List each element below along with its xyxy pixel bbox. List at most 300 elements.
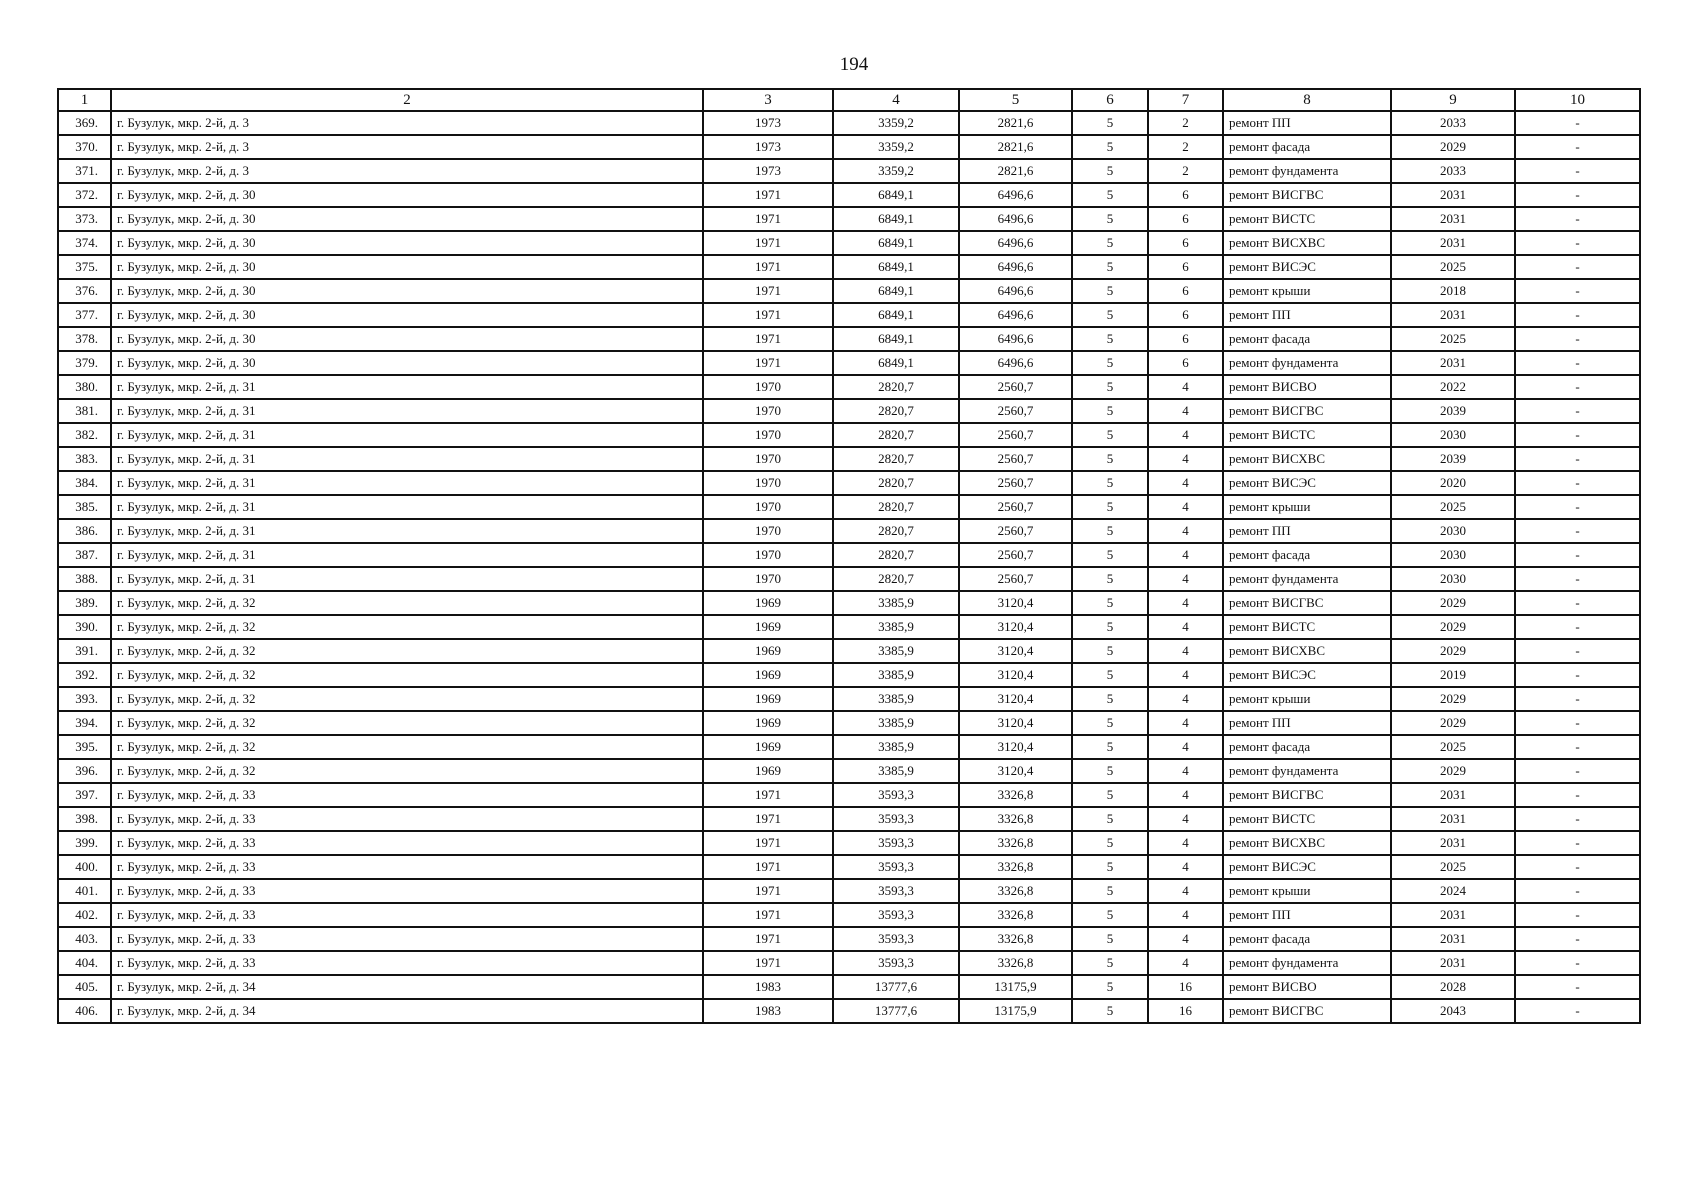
cell-floors: 5 <box>1072 783 1148 807</box>
cell-living-area: 3326,8 <box>959 951 1072 975</box>
cell-year-built: 1969 <box>703 639 833 663</box>
cell-floors: 5 <box>1072 663 1148 687</box>
cell-address: г. Бузулук, мкр. 2-й, д. 31 <box>111 471 703 495</box>
cell-work-type: ремонт фасада <box>1223 135 1391 159</box>
cell-note: - <box>1515 783 1640 807</box>
cell-year-built: 1970 <box>703 447 833 471</box>
cell-year-built: 1971 <box>703 927 833 951</box>
cell-row-number: 387. <box>58 543 111 567</box>
cell-year-built: 1970 <box>703 567 833 591</box>
cell-total-area: 6849,1 <box>833 255 959 279</box>
cell-note: - <box>1515 879 1640 903</box>
cell-work-type: ремонт ПП <box>1223 303 1391 327</box>
table-row <box>58 783 1640 807</box>
cell-total-area: 3593,3 <box>833 903 959 927</box>
cell-work-type: ремонт крыши <box>1223 495 1391 519</box>
table-row <box>58 111 1640 135</box>
cell-living-area: 3120,4 <box>959 639 1072 663</box>
table-row <box>58 159 1640 183</box>
cell-note: - <box>1515 807 1640 831</box>
cell-address: г. Бузулук, мкр. 2-й, д. 30 <box>111 207 703 231</box>
cell-entrances: 4 <box>1148 447 1223 471</box>
column-header-6: 6 <box>1072 89 1148 111</box>
cell-floors: 5 <box>1072 591 1148 615</box>
cell-entrances: 4 <box>1148 423 1223 447</box>
cell-entrances: 4 <box>1148 495 1223 519</box>
table-row <box>58 663 1640 687</box>
cell-year-built: 1973 <box>703 159 833 183</box>
cell-living-area: 6496,6 <box>959 231 1072 255</box>
cell-row-number: 378. <box>58 327 111 351</box>
cell-entrances: 4 <box>1148 783 1223 807</box>
cell-planned-year: 2031 <box>1391 351 1515 375</box>
cell-row-number: 400. <box>58 855 111 879</box>
cell-work-type: ремонт фасада <box>1223 927 1391 951</box>
cell-planned-year: 2029 <box>1391 711 1515 735</box>
cell-row-number: 383. <box>58 447 111 471</box>
cell-entrances: 4 <box>1148 615 1223 639</box>
cell-work-type: ремонт ВИСВО <box>1223 375 1391 399</box>
table-row <box>58 135 1640 159</box>
cell-planned-year: 2033 <box>1391 111 1515 135</box>
cell-planned-year: 2031 <box>1391 207 1515 231</box>
page-number: 194 <box>839 54 869 75</box>
cell-note: - <box>1515 447 1640 471</box>
table-row <box>58 351 1640 375</box>
cell-total-area: 3385,9 <box>833 663 959 687</box>
cell-total-area: 3385,9 <box>833 639 959 663</box>
cell-work-type: ремонт ВИСХВС <box>1223 639 1391 663</box>
cell-row-number: 391. <box>58 639 111 663</box>
cell-work-type: ремонт фундамента <box>1223 351 1391 375</box>
cell-work-type: ремонт фундамента <box>1223 759 1391 783</box>
table-row <box>58 447 1640 471</box>
cell-living-area: 2560,7 <box>959 471 1072 495</box>
cell-total-area: 3593,3 <box>833 951 959 975</box>
cell-year-built: 1970 <box>703 423 833 447</box>
table-row <box>58 639 1640 663</box>
cell-planned-year: 2018 <box>1391 279 1515 303</box>
cell-planned-year: 2030 <box>1391 519 1515 543</box>
column-header-3: 3 <box>703 89 833 111</box>
cell-work-type: ремонт ВИСХВС <box>1223 231 1391 255</box>
cell-total-area: 2820,7 <box>833 519 959 543</box>
cell-row-number: 395. <box>58 735 111 759</box>
cell-entrances: 4 <box>1148 567 1223 591</box>
cell-address: г. Бузулук, мкр. 2-й, д. 33 <box>111 783 703 807</box>
cell-address: г. Бузулук, мкр. 2-й, д. 3 <box>111 111 703 135</box>
cell-planned-year: 2039 <box>1391 447 1515 471</box>
table-row <box>58 879 1640 903</box>
cell-planned-year: 2039 <box>1391 399 1515 423</box>
cell-entrances: 6 <box>1148 255 1223 279</box>
cell-total-area: 6849,1 <box>833 207 959 231</box>
cell-planned-year: 2031 <box>1391 783 1515 807</box>
cell-living-area: 3326,8 <box>959 879 1072 903</box>
cell-note: - <box>1515 615 1640 639</box>
cell-work-type: ремонт ВИСЭС <box>1223 855 1391 879</box>
cell-year-built: 1971 <box>703 303 833 327</box>
cell-floors: 5 <box>1072 447 1148 471</box>
cell-address: г. Бузулук, мкр. 2-й, д. 30 <box>111 231 703 255</box>
cell-planned-year: 2025 <box>1391 495 1515 519</box>
cell-planned-year: 2029 <box>1391 639 1515 663</box>
cell-entrances: 6 <box>1148 327 1223 351</box>
cell-note: - <box>1515 159 1640 183</box>
cell-living-area: 3326,8 <box>959 927 1072 951</box>
cell-note: - <box>1515 183 1640 207</box>
table-row <box>58 471 1640 495</box>
cell-living-area: 6496,6 <box>959 255 1072 279</box>
table-row <box>58 231 1640 255</box>
cell-note: - <box>1515 711 1640 735</box>
table-row <box>58 207 1640 231</box>
cell-work-type: ремонт крыши <box>1223 879 1391 903</box>
cell-entrances: 4 <box>1148 591 1223 615</box>
column-header-1: 1 <box>58 89 111 111</box>
cell-living-area: 2560,7 <box>959 447 1072 471</box>
cell-total-area: 3359,2 <box>833 135 959 159</box>
column-header-8: 8 <box>1223 89 1391 111</box>
cell-planned-year: 2029 <box>1391 687 1515 711</box>
cell-row-number: 399. <box>58 831 111 855</box>
table-row <box>58 831 1640 855</box>
cell-work-type: ремонт фундамента <box>1223 159 1391 183</box>
cell-living-area: 13175,9 <box>959 999 1072 1023</box>
cell-year-built: 1970 <box>703 519 833 543</box>
cell-year-built: 1973 <box>703 135 833 159</box>
cell-address: г. Бузулук, мкр. 2-й, д. 31 <box>111 447 703 471</box>
cell-living-area: 3120,4 <box>959 687 1072 711</box>
cell-living-area: 2560,7 <box>959 567 1072 591</box>
cell-year-built: 1970 <box>703 495 833 519</box>
cell-floors: 5 <box>1072 111 1148 135</box>
cell-work-type: ремонт фасада <box>1223 735 1391 759</box>
table-row <box>58 519 1640 543</box>
cell-floors: 5 <box>1072 999 1148 1023</box>
table-row <box>58 399 1640 423</box>
cell-floors: 5 <box>1072 879 1148 903</box>
cell-note: - <box>1515 999 1640 1023</box>
cell-year-built: 1971 <box>703 855 833 879</box>
cell-planned-year: 2029 <box>1391 135 1515 159</box>
cell-entrances: 2 <box>1148 159 1223 183</box>
cell-floors: 5 <box>1072 903 1148 927</box>
cell-year-built: 1971 <box>703 183 833 207</box>
cell-row-number: 398. <box>58 807 111 831</box>
cell-floors: 5 <box>1072 375 1148 399</box>
cell-total-area: 3385,9 <box>833 735 959 759</box>
cell-year-built: 1971 <box>703 231 833 255</box>
cell-row-number: 371. <box>58 159 111 183</box>
cell-total-area: 6849,1 <box>833 231 959 255</box>
cell-total-area: 2820,7 <box>833 543 959 567</box>
table-row <box>58 375 1640 399</box>
cell-floors: 5 <box>1072 207 1148 231</box>
cell-year-built: 1971 <box>703 351 833 375</box>
cell-year-built: 1970 <box>703 543 833 567</box>
cell-row-number: 370. <box>58 135 111 159</box>
column-header-9: 9 <box>1391 89 1515 111</box>
cell-entrances: 4 <box>1148 903 1223 927</box>
cell-total-area: 3593,3 <box>833 807 959 831</box>
cell-planned-year: 2025 <box>1391 855 1515 879</box>
cell-address: г. Бузулук, мкр. 2-й, д. 31 <box>111 543 703 567</box>
cell-floors: 5 <box>1072 183 1148 207</box>
cell-row-number: 394. <box>58 711 111 735</box>
cell-address: г. Бузулук, мкр. 2-й, д. 31 <box>111 399 703 423</box>
cell-floors: 5 <box>1072 423 1148 447</box>
cell-note: - <box>1515 591 1640 615</box>
cell-note: - <box>1515 255 1640 279</box>
cell-planned-year: 2030 <box>1391 423 1515 447</box>
cell-address: г. Бузулук, мкр. 2-й, д. 34 <box>111 975 703 999</box>
table-row <box>58 999 1640 1023</box>
table-row <box>58 615 1640 639</box>
cell-planned-year: 2031 <box>1391 231 1515 255</box>
cell-living-area: 3120,4 <box>959 735 1072 759</box>
cell-note: - <box>1515 831 1640 855</box>
cell-note: - <box>1515 279 1640 303</box>
cell-row-number: 404. <box>58 951 111 975</box>
cell-living-area: 6496,6 <box>959 303 1072 327</box>
cell-total-area: 3593,3 <box>833 879 959 903</box>
cell-floors: 5 <box>1072 567 1148 591</box>
cell-total-area: 3385,9 <box>833 711 959 735</box>
cell-year-built: 1971 <box>703 879 833 903</box>
cell-floors: 5 <box>1072 231 1148 255</box>
cell-row-number: 375. <box>58 255 111 279</box>
cell-row-number: 382. <box>58 423 111 447</box>
cell-floors: 5 <box>1072 711 1148 735</box>
cell-total-area: 3359,2 <box>833 159 959 183</box>
cell-row-number: 388. <box>58 567 111 591</box>
column-header-10: 10 <box>1515 89 1640 111</box>
cell-note: - <box>1515 327 1640 351</box>
cell-entrances: 4 <box>1148 711 1223 735</box>
cell-planned-year: 2024 <box>1391 879 1515 903</box>
cell-living-area: 2560,7 <box>959 543 1072 567</box>
cell-year-built: 1983 <box>703 975 833 999</box>
cell-living-area: 6496,6 <box>959 327 1072 351</box>
cell-note: - <box>1515 759 1640 783</box>
cell-work-type: ремонт крыши <box>1223 687 1391 711</box>
cell-address: г. Бузулук, мкр. 2-й, д. 31 <box>111 423 703 447</box>
cell-year-built: 1969 <box>703 711 833 735</box>
cell-total-area: 6849,1 <box>833 279 959 303</box>
cell-row-number: 393. <box>58 687 111 711</box>
cell-living-area: 3326,8 <box>959 855 1072 879</box>
cell-floors: 5 <box>1072 639 1148 663</box>
cell-address: г. Бузулук, мкр. 2-й, д. 32 <box>111 735 703 759</box>
cell-entrances: 4 <box>1148 855 1223 879</box>
cell-year-built: 1973 <box>703 111 833 135</box>
table-row <box>58 255 1640 279</box>
cell-entrances: 4 <box>1148 687 1223 711</box>
cell-living-area: 3326,8 <box>959 807 1072 831</box>
cell-work-type: ремонт ВИСТС <box>1223 423 1391 447</box>
cell-living-area: 3120,4 <box>959 759 1072 783</box>
cell-entrances: 6 <box>1148 207 1223 231</box>
cell-address: г. Бузулук, мкр. 2-й, д. 3 <box>111 159 703 183</box>
cell-floors: 5 <box>1072 471 1148 495</box>
cell-address: г. Бузулук, мкр. 2-й, д. 33 <box>111 903 703 927</box>
cell-year-built: 1969 <box>703 663 833 687</box>
cell-note: - <box>1515 471 1640 495</box>
cell-living-area: 3326,8 <box>959 831 1072 855</box>
table-row <box>58 951 1640 975</box>
cell-row-number: 377. <box>58 303 111 327</box>
cell-row-number: 392. <box>58 663 111 687</box>
cell-row-number: 384. <box>58 471 111 495</box>
cell-address: г. Бузулук, мкр. 2-й, д. 34 <box>111 999 703 1023</box>
cell-note: - <box>1515 423 1640 447</box>
cell-work-type: ремонт фундамента <box>1223 951 1391 975</box>
cell-living-area: 6496,6 <box>959 351 1072 375</box>
cell-planned-year: 2029 <box>1391 591 1515 615</box>
cell-total-area: 2820,7 <box>833 447 959 471</box>
cell-year-built: 1971 <box>703 831 833 855</box>
cell-address: г. Бузулук, мкр. 2-й, д. 32 <box>111 687 703 711</box>
cell-work-type: ремонт ВИСТС <box>1223 207 1391 231</box>
cell-total-area: 3385,9 <box>833 687 959 711</box>
cell-living-area: 2821,6 <box>959 135 1072 159</box>
cell-row-number: 403. <box>58 927 111 951</box>
table-row <box>58 927 1640 951</box>
cell-entrances: 4 <box>1148 471 1223 495</box>
cell-work-type: ремонт ПП <box>1223 519 1391 543</box>
cell-entrances: 4 <box>1148 807 1223 831</box>
cell-planned-year: 2028 <box>1391 975 1515 999</box>
cell-address: г. Бузулук, мкр. 2-й, д. 31 <box>111 495 703 519</box>
cell-planned-year: 2043 <box>1391 999 1515 1023</box>
cell-living-area: 6496,6 <box>959 279 1072 303</box>
cell-floors: 5 <box>1072 255 1148 279</box>
cell-floors: 5 <box>1072 135 1148 159</box>
cell-address: г. Бузулук, мкр. 2-й, д. 33 <box>111 855 703 879</box>
cell-address: г. Бузулук, мкр. 2-й, д. 3 <box>111 135 703 159</box>
cell-note: - <box>1515 951 1640 975</box>
cell-year-built: 1970 <box>703 471 833 495</box>
cell-work-type: ремонт ПП <box>1223 111 1391 135</box>
cell-floors: 5 <box>1072 159 1148 183</box>
cell-total-area: 3593,3 <box>833 855 959 879</box>
cell-total-area: 3385,9 <box>833 615 959 639</box>
table-row <box>58 711 1640 735</box>
cell-living-area: 6496,6 <box>959 183 1072 207</box>
cell-total-area: 2820,7 <box>833 495 959 519</box>
cell-entrances: 4 <box>1148 663 1223 687</box>
cell-row-number: 369. <box>58 111 111 135</box>
cell-work-type: ремонт ВИСГВС <box>1223 399 1391 423</box>
cell-year-built: 1969 <box>703 759 833 783</box>
cell-work-type: ремонт ВИСГВС <box>1223 999 1391 1023</box>
cell-total-area: 6849,1 <box>833 327 959 351</box>
cell-planned-year: 2031 <box>1391 831 1515 855</box>
cell-floors: 5 <box>1072 495 1148 519</box>
cell-row-number: 401. <box>58 879 111 903</box>
cell-year-built: 1971 <box>703 255 833 279</box>
cell-row-number: 385. <box>58 495 111 519</box>
cell-planned-year: 2031 <box>1391 807 1515 831</box>
cell-work-type: ремонт ВИСХВС <box>1223 447 1391 471</box>
column-header-2: 2 <box>111 89 703 111</box>
cell-planned-year: 2022 <box>1391 375 1515 399</box>
cell-address: г. Бузулук, мкр. 2-й, д. 30 <box>111 183 703 207</box>
cell-living-area: 2821,6 <box>959 111 1072 135</box>
cell-address: г. Бузулук, мкр. 2-й, д. 32 <box>111 663 703 687</box>
cell-work-type: ремонт ВИСХВС <box>1223 831 1391 855</box>
cell-year-built: 1971 <box>703 327 833 351</box>
cell-planned-year: 2020 <box>1391 471 1515 495</box>
cell-planned-year: 2030 <box>1391 567 1515 591</box>
cell-living-area: 2560,7 <box>959 423 1072 447</box>
cell-floors: 5 <box>1072 975 1148 999</box>
table-row <box>58 759 1640 783</box>
cell-total-area: 2820,7 <box>833 471 959 495</box>
table-row <box>58 975 1640 999</box>
cell-year-built: 1970 <box>703 399 833 423</box>
cell-entrances: 4 <box>1148 831 1223 855</box>
cell-year-built: 1971 <box>703 903 833 927</box>
cell-living-area: 2821,6 <box>959 159 1072 183</box>
cell-living-area: 3120,4 <box>959 591 1072 615</box>
cell-living-area: 2560,7 <box>959 399 1072 423</box>
cell-floors: 5 <box>1072 615 1148 639</box>
cell-work-type: ремонт ВИСЭС <box>1223 255 1391 279</box>
cell-address: г. Бузулук, мкр. 2-й, д. 33 <box>111 927 703 951</box>
table-row <box>58 423 1640 447</box>
cell-entrances: 4 <box>1148 639 1223 663</box>
cell-note: - <box>1515 375 1640 399</box>
cell-row-number: 405. <box>58 975 111 999</box>
cell-note: - <box>1515 567 1640 591</box>
cell-planned-year: 2019 <box>1391 663 1515 687</box>
cell-planned-year: 2025 <box>1391 327 1515 351</box>
cell-total-area: 3593,3 <box>833 927 959 951</box>
cell-year-built: 1971 <box>703 207 833 231</box>
table-header-row <box>58 89 1640 111</box>
cell-address: г. Бузулук, мкр. 2-й, д. 32 <box>111 759 703 783</box>
cell-total-area: 3593,3 <box>833 831 959 855</box>
cell-living-area: 2560,7 <box>959 519 1072 543</box>
cell-work-type: ремонт фасада <box>1223 543 1391 567</box>
cell-planned-year: 2031 <box>1391 927 1515 951</box>
table-row <box>58 567 1640 591</box>
cell-total-area: 2820,7 <box>833 375 959 399</box>
cell-note: - <box>1515 663 1640 687</box>
cell-work-type: ремонт фасада <box>1223 327 1391 351</box>
cell-entrances: 16 <box>1148 999 1223 1023</box>
cell-year-built: 1969 <box>703 591 833 615</box>
cell-floors: 5 <box>1072 807 1148 831</box>
cell-floors: 5 <box>1072 687 1148 711</box>
cell-planned-year: 2025 <box>1391 735 1515 759</box>
cell-row-number: 390. <box>58 615 111 639</box>
cell-address: г. Бузулук, мкр. 2-й, д. 31 <box>111 519 703 543</box>
cell-entrances: 6 <box>1148 351 1223 375</box>
cell-floors: 5 <box>1072 399 1148 423</box>
table-row <box>58 327 1640 351</box>
cell-work-type: ремонт ВИСТС <box>1223 615 1391 639</box>
cell-floors: 5 <box>1072 951 1148 975</box>
cell-row-number: 397. <box>58 783 111 807</box>
cell-year-built: 1970 <box>703 375 833 399</box>
cell-floors: 5 <box>1072 351 1148 375</box>
cell-note: - <box>1515 495 1640 519</box>
cell-floors: 5 <box>1072 735 1148 759</box>
cell-floors: 5 <box>1072 831 1148 855</box>
